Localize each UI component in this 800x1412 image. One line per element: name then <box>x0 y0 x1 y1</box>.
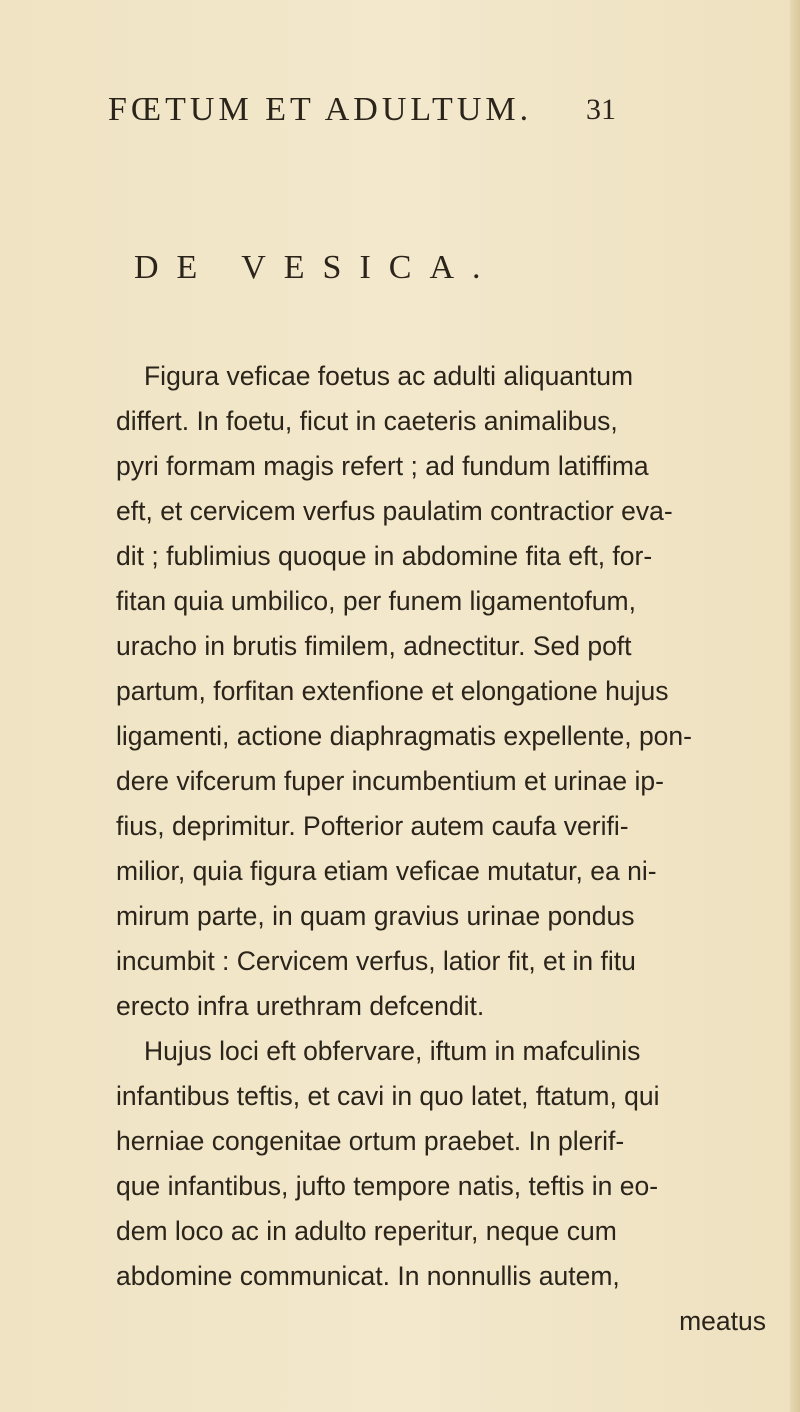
body-text <box>116 354 766 1344</box>
text-line: dit ; fublimius quoque in abdomine fita eft, for- <box>116 541 653 571</box>
text-line: differt. In foetu, ficut in caeteris animalibus, <box>116 406 618 436</box>
page-number: 31 <box>586 93 616 126</box>
text-line: ligamenti, actione diaphragmatis expellente, pon- <box>116 721 692 751</box>
text-line: eft, et cervicem verfus paulatim contractior eva- <box>116 496 673 526</box>
section-title: DE VESICA. <box>134 249 499 286</box>
text-line: Figura veficae foetus ac adulti aliquantum <box>144 361 634 391</box>
text-line: infantibus teftis, et cavi in quo latet, ftatum, qui <box>116 1081 660 1111</box>
text-line: que infantibus, jufto tempore natis, teftis in eo- <box>116 1171 659 1201</box>
text-line: pyri formam magis refert ; ad fundum latiffima <box>116 451 649 481</box>
text-line: fitan quia umbilico, per funem ligamentofum, <box>116 586 636 616</box>
text-line: Hujus loci eft obfervare, iftum in mafculinis <box>144 1036 641 1066</box>
page-header <box>0 90 800 130</box>
text-line: abdomine communicat. In nonnullis autem, <box>116 1261 620 1291</box>
text-line: uracho in brutis fimilem, adnectitur. Sed poft <box>116 631 632 661</box>
text-line: incumbit : Cervicem verfus, latior fit, et in fitu <box>116 946 636 976</box>
text-line: dere vifcerum fuper incumbentium et urinae ip- <box>116 766 664 796</box>
text-line: milior, quia figura etiam veficae mutatur, ea ni- <box>116 856 657 886</box>
text-line: fius, deprimitur. Pofterior autem caufa verifi- <box>116 811 629 841</box>
paragraph-1 <box>116 354 766 1029</box>
text-line: erecto infra urethram defcendit. <box>116 991 485 1021</box>
catchword: meatus <box>679 1306 766 1336</box>
text-line: dem loco ac in adulto reperitur, neque cum <box>116 1216 617 1246</box>
text-line: herniae congenitae ortum praebet. In plerif- <box>116 1126 625 1156</box>
paragraph-2 <box>116 1029 766 1299</box>
text-line: mirum parte, in quam gravius urinae pondus <box>116 901 635 931</box>
text-line: partum, forfitan extenfione et elongatione hujus <box>116 676 669 706</box>
page-edge <box>790 0 800 1412</box>
running-title: FŒTUM ET ADULTUM. <box>108 91 533 128</box>
